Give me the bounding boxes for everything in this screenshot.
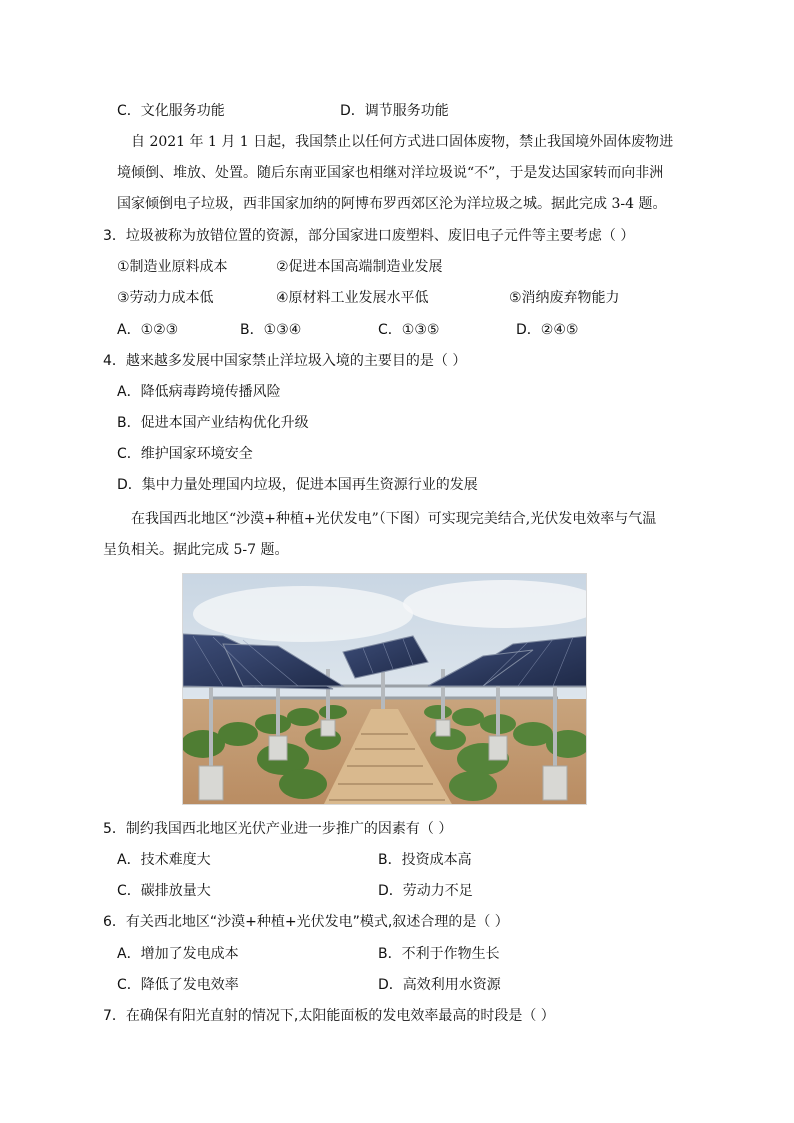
question-7-stem: 7．在确保有阳光直射的情况下,太阳能面板的发电效率最高的时段是（ ） bbox=[103, 1008, 555, 1024]
question-3-item-2: ②促进本国高端制造业发展 bbox=[276, 259, 443, 275]
solar-panels-over-crops-photo bbox=[182, 573, 587, 805]
question-6-option-a: A．增加了发电成本 bbox=[117, 946, 239, 962]
passage-2-line-1: 在我国西北地区“沙漠+种植+光伏发电”（下图）可实现完美结合,光伏发电效率与气温 bbox=[131, 511, 657, 527]
question-6-option-d: D．高效利用水资源 bbox=[378, 977, 501, 993]
question-6-option-c: C．降低了发电效率 bbox=[117, 977, 239, 993]
passage-1-line-2: 境倾倒、堆放、处置。随后东南亚国家也相继对洋垃圾说“不”，于是发达国家转而向非洲 bbox=[117, 165, 664, 181]
question-5-stem: 5．制约我国西北地区光伏产业进一步推广的因素有（ ） bbox=[103, 821, 453, 837]
passage-1-line-3: 国家倾倒电子垃圾，西非国家加纳的阿博布罗西郊区沦为洋垃圾之城。据此完成 3-4 题。 bbox=[117, 196, 667, 212]
question-6-option-b: B．不利于作物生长 bbox=[378, 946, 500, 962]
question-4-option-b: B．促进本国产业结构优化升级 bbox=[117, 415, 309, 431]
option-c-prev: C．文化服务功能 bbox=[117, 103, 225, 119]
question-3-option-c: C．①③⑤ bbox=[378, 322, 440, 338]
question-4-option-c: C．维护国家环境安全 bbox=[117, 446, 253, 462]
question-3-option-d: D．②④⑤ bbox=[516, 322, 579, 338]
question-3-stem: 3．垃圾被称为放错位置的资源，部分国家进口废塑料、废旧电子元件等主要考虑（ ） bbox=[103, 228, 635, 244]
question-4-stem: 4．越来越多发展中国家禁止洋垃圾入境的主要目的是（ ） bbox=[103, 353, 467, 369]
question-4-option-a: A．降低病毒跨境传播风险 bbox=[117, 384, 281, 400]
question-3-item-1: ①制造业原料成本 bbox=[117, 259, 228, 275]
question-5-option-b: B．投资成本高 bbox=[378, 852, 472, 868]
question-3-item-5: ⑤消纳废弃物能力 bbox=[509, 290, 620, 306]
question-3-option-a: A．①②③ bbox=[117, 322, 179, 338]
question-5-option-a: A．技术难度大 bbox=[117, 852, 211, 868]
question-3-item-3: ③劳动力成本低 bbox=[117, 290, 214, 306]
question-5-option-d: D．劳动力不足 bbox=[378, 883, 473, 899]
passage-2-line-2: 呈负相关。据此完成 5-7 题。 bbox=[103, 542, 289, 558]
question-4-option-d: D．集中力量处理国内垃圾，促进本国再生资源行业的发展 bbox=[117, 477, 478, 493]
question-3-option-b: B．①③④ bbox=[240, 322, 302, 338]
passage-1-line-1: 自 2021 年 1 月 1 日起，我国禁止以任何方式进口固体废物，禁止我国境外固体废物进 bbox=[131, 134, 674, 150]
question-5-option-c: C．碳排放量大 bbox=[117, 883, 211, 899]
question-3-item-4: ④原材料工业发展水平低 bbox=[276, 290, 429, 306]
option-d-prev: D．调节服务功能 bbox=[340, 103, 449, 119]
question-6-stem: 6．有关西北地区“沙漠+种植+光伏发电”模式,叙述合理的是（ ） bbox=[103, 914, 509, 930]
